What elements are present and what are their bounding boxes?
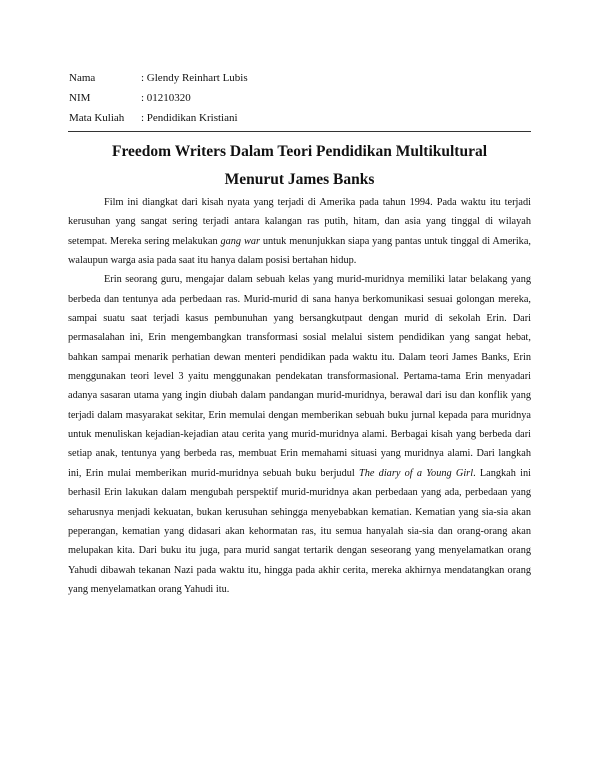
paragraph-2-text-a: Erin seorang guru, mengajar dalam sebuah kelas yang murid-muridnya memiliki latar belakang yang berbeda dan tentunya ada perbedaan ras. Murid-murid di sana hanya berkomunikasi sesuai golongan mereka, sampai suatu saat terjadi kasus pembunuhan yang bersangkutpaut dengan murid di sekolah Erin. Dari permasalahan ini, Erin mengembangkan transformasi sosial melalui sistem pendidikan yang sangat hebat, bahkan sampai menarik perhatian dewan menteri pendidikan pada waktu itu. Dalam teori James Banks, Erin menggunakan teori level 3 yaitu menggunakan pendekatan transformasional. Pertama-tama Erin menyadari adanya sasaran utama yang ingin diubah dalam pandangan murid-muridnya, berawal dari isu dan konflik yang terjadi dalam masyarakat sekitar, Erin memulai dengan memberikan sebuah buku jurnal kepada para muridnya untuk menuliskan kejadian-kejadian atau cerita yang murid-muridnya alami. Berbagai kisah yang berbeda dari setiap anak, tentunya yang berbeda ras, membuat Erin memahami situasi yang muridnya alami. Dari langkah ini, Erin mulai memberikan murid-muridnya sebuah buku berjudul (68, 274, 531, 479)
paragraph-1-text-a: Film ini diangkat dari kisah nyata yang terjadi di Amerika pada tahun 1994. Pada waktu itu terjadi kerusuhan yang sangat sering terjadi antara kalangan ras putih, hitam, dan asia yang tinggal di wilayah setempat. Mereka sering melakukan (68, 197, 531, 247)
title-line-2: Menurut James Banks (224, 171, 375, 188)
paragraph-1-emphasis: gang war (220, 235, 260, 247)
header-divider (68, 131, 531, 132)
nama-row (69, 68, 248, 88)
paragraph-1 (68, 193, 531, 270)
nama-value: : Glendy Reinhart Lubis (141, 72, 248, 84)
nim-row (69, 88, 248, 108)
title-line-1: Freedom Writers Dalam Teori Pendidikan Multikultural (111, 143, 488, 160)
nim-value: : 01210320 (141, 92, 191, 104)
nama-label: Nama (69, 72, 96, 84)
paragraph-1-text-b: untuk menunjukkan siapa yang pantas untuk tinggal di Amerika, walaupun warga asia pada saat itu hanya dalam posisi bertahan hidup. (68, 235, 531, 267)
paragraph-2 (68, 270, 531, 599)
essay-body (68, 193, 531, 599)
nim-label: NIM (69, 92, 91, 104)
book-title: The diary of a Young Girl (358, 467, 474, 479)
matkul-row (69, 108, 248, 128)
matkul-value: : Pendidikan Kristiani (141, 112, 238, 124)
matkul-label: Mata Kuliah (69, 112, 125, 124)
paragraph-2-text-b: . Langkah ini berhasil Erin lakukan dalam mengubah perspektif murid-muridnya akan perbedaan yang ada, perbedaan yang seharusnya menjadi kekuatan, bukan kerusuhan sehingga menyebabkan kematian. Kematian yang sia-sia akan peperangan, kematian yang didasari akan kehormatan ras, itu semua hanyalah sia-sia dan orang-orang akan melupakan kita. Dari buku itu juga, para murid sangat tertarik dengan seseorang yang menyelamatkan orang Yahudi dibawah tekanan Nazi pada waktu itu, hingga pada akhir cerita, mereka akhirnya mendatangkan orang yang menyelamatkan orang Yahudi itu. (68, 467, 532, 595)
student-info (69, 68, 248, 128)
